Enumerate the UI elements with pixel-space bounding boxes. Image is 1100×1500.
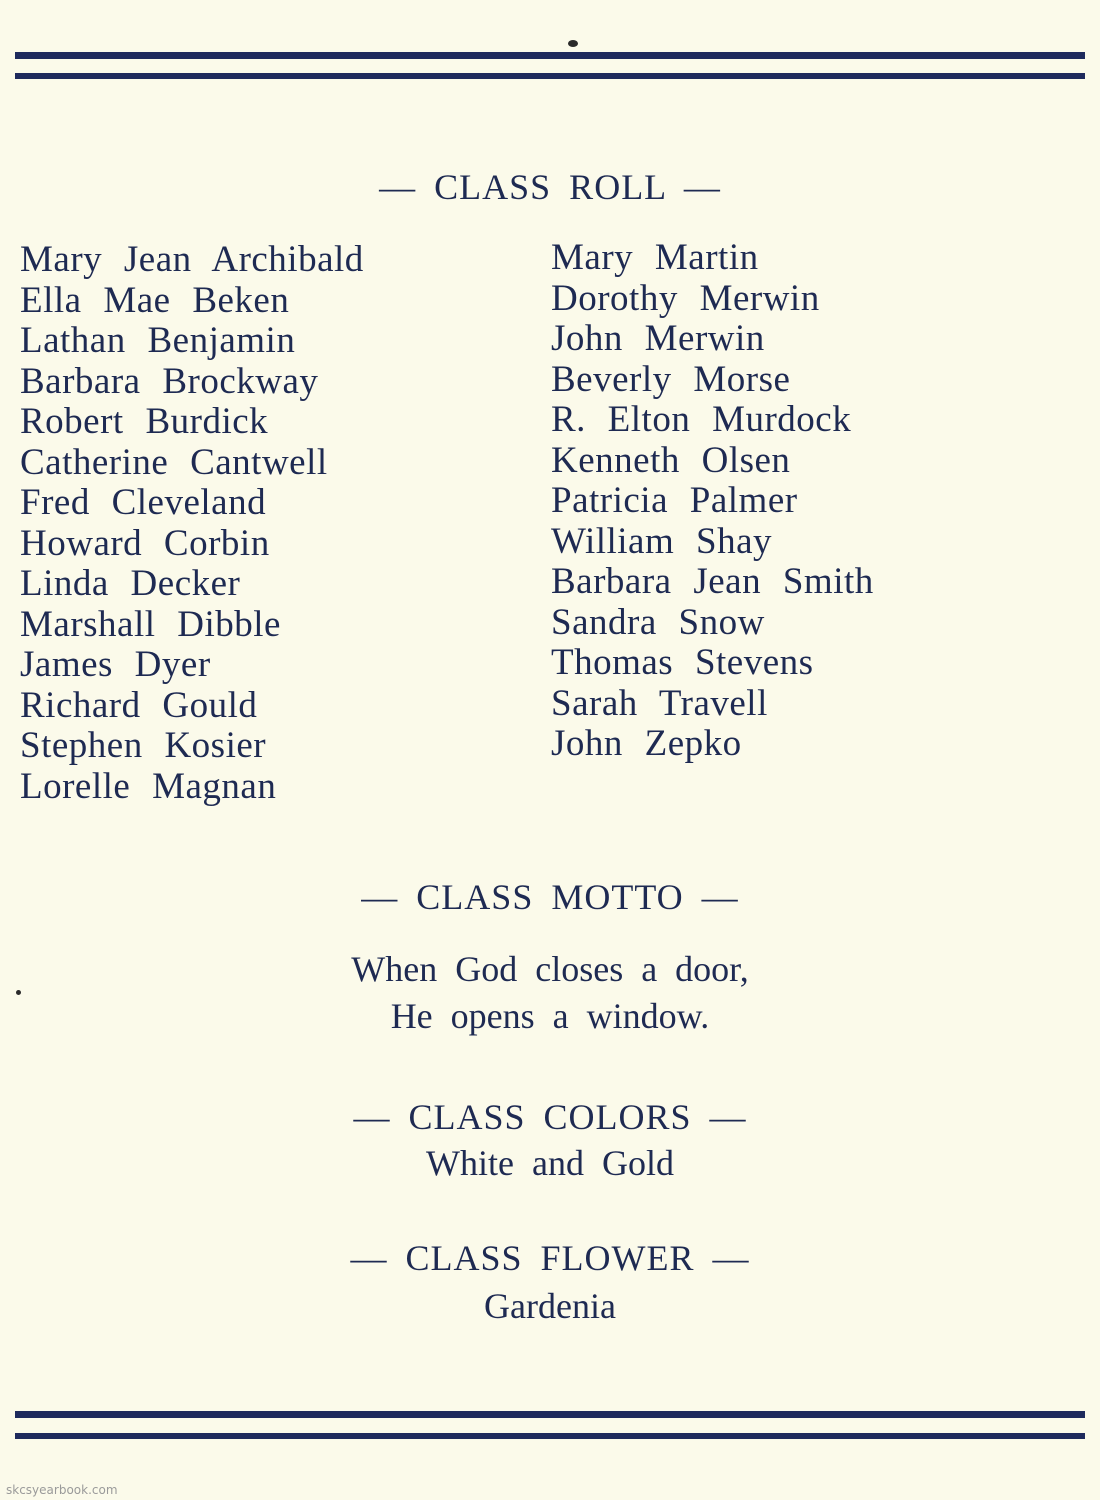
class-roll-name: R. Elton Murdock bbox=[551, 399, 852, 440]
paper-speck bbox=[568, 40, 578, 47]
watermark-text: skcsyearbook.com bbox=[6, 1483, 118, 1497]
class-roll-name: William Shay bbox=[551, 520, 773, 562]
class-roll-name: Patricia Palmer bbox=[551, 480, 798, 521]
class-roll-name: Catherine Cantwell bbox=[20, 441, 328, 483]
class-colors-value: White and Gold bbox=[426, 1143, 674, 1183]
class-motto-heading: — CLASS MOTTO — bbox=[361, 877, 739, 917]
class-motto-line-1: When God closes a door, bbox=[351, 949, 749, 989]
class-roll-right-column bbox=[551, 238, 874, 765]
class-roll-name: Mary Jean Archibald bbox=[20, 239, 364, 280]
class-roll-name: Howard Corbin bbox=[20, 522, 270, 564]
bottom-rule-lower bbox=[15, 1433, 1085, 1439]
class-roll-name: Fred Cleveland bbox=[20, 482, 267, 523]
class-roll-name: John Zepko bbox=[551, 723, 742, 764]
class-roll-name: Lathan Benjamin bbox=[20, 320, 296, 361]
class-roll-name: Richard Gould bbox=[20, 684, 258, 726]
class-roll-name: Kenneth Olsen bbox=[551, 439, 791, 481]
class-roll-name: Sarah Travell bbox=[551, 682, 768, 724]
class-roll-name: Dorothy Merwin bbox=[551, 277, 820, 319]
class-flower-value: Gardenia bbox=[484, 1286, 616, 1326]
class-roll-name: Linda Decker bbox=[20, 563, 241, 604]
class-roll-name: Lorelle Magnan bbox=[20, 765, 277, 807]
top-rule-upper bbox=[15, 52, 1085, 59]
class-roll-name: Stephen Kosier bbox=[20, 725, 267, 766]
bottom-rule-upper bbox=[15, 1411, 1085, 1418]
class-roll-name: Robert Burdick bbox=[20, 401, 269, 442]
class-roll-name: Beverly Morse bbox=[551, 358, 791, 400]
class-roll-name: Marshall Dibble bbox=[20, 603, 281, 645]
top-rule-lower bbox=[15, 73, 1085, 79]
class-roll-name: Sandra Snow bbox=[551, 601, 765, 643]
class-roll-name: Barbara Jean Smith bbox=[551, 561, 874, 602]
class-roll-name: Mary Martin bbox=[551, 237, 759, 278]
class-roll-name: Barbara Brockway bbox=[20, 360, 319, 402]
class-roll-name: Thomas Stevens bbox=[551, 642, 814, 683]
class-flower-heading: — CLASS FLOWER — bbox=[350, 1238, 750, 1278]
class-colors-heading: — CLASS COLORS — bbox=[353, 1097, 747, 1137]
class-roll-name: John Merwin bbox=[551, 318, 765, 359]
class-roll-name: Ella Mae Beken bbox=[20, 279, 290, 321]
class-roll-name: James Dyer bbox=[20, 644, 211, 685]
class-roll-heading: — CLASS ROLL — bbox=[379, 167, 721, 207]
class-roll-left-column bbox=[20, 240, 364, 807]
class-motto-line-2: He opens a window. bbox=[390, 996, 710, 1036]
